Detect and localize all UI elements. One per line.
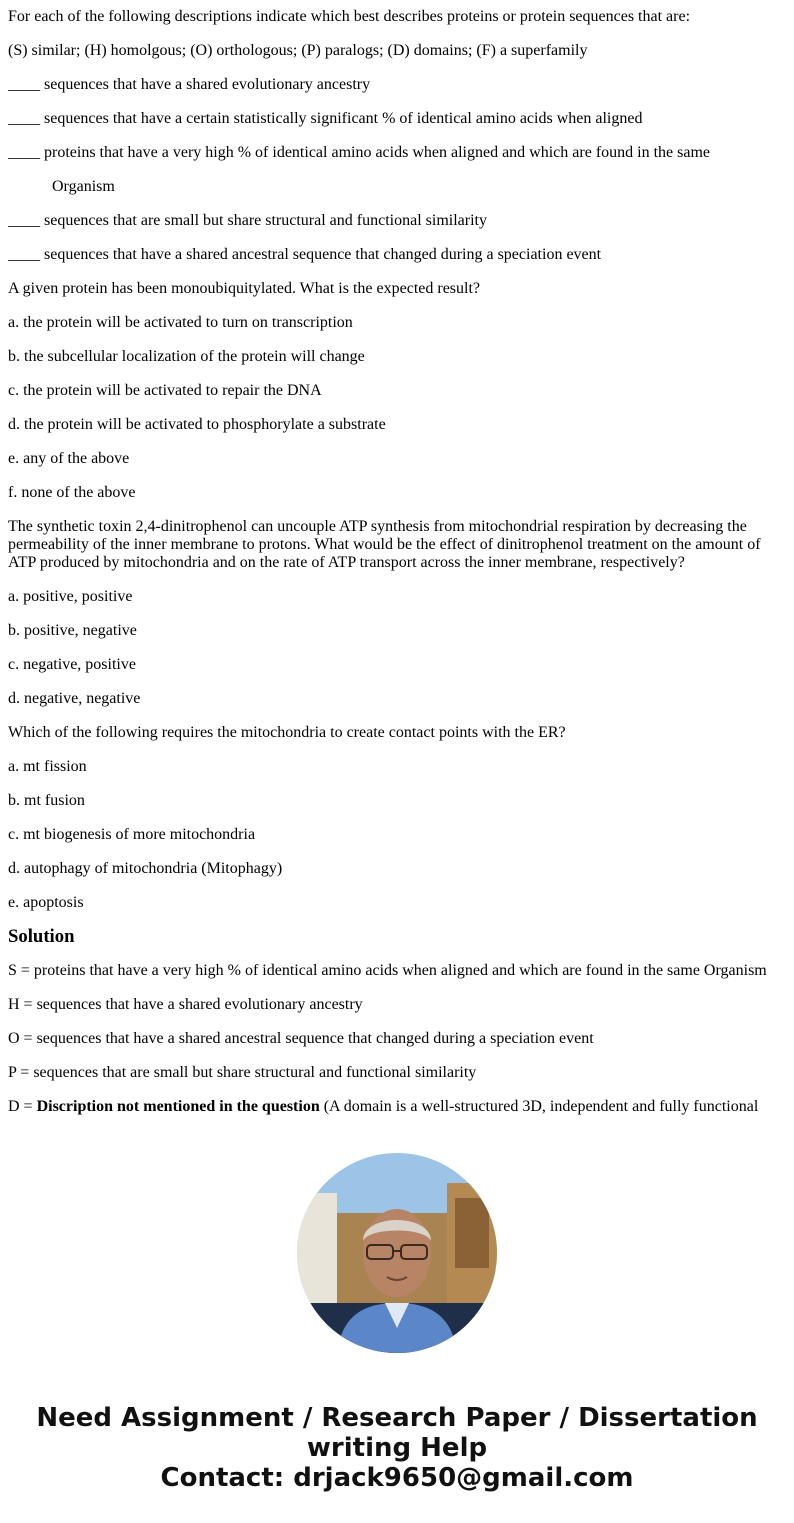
q1-item-1: ____ sequences that have a shared evolutionary ancestry <box>8 76 371 93</box>
q3-option-d: d. negative, negative <box>8 690 141 707</box>
promo-contact: Contact: drjack9650@gmail.com <box>160 1463 634 1493</box>
solution-heading: Solution <box>8 926 75 947</box>
q2-stem: A given protein has been monoubiquitylated. What is the expected result? <box>8 280 481 297</box>
promo-footer <box>0 1403 794 1493</box>
q2-option-f: f. none of the above <box>8 484 136 501</box>
q1-item-3-continued: Organism <box>52 178 115 195</box>
solution-d-bold: Discription not mentioned in the question <box>36 1098 320 1115</box>
solution-d-rest: (A domain is a well-structured 3D, independent and fully functional <box>319 1098 759 1115</box>
solution-line-p: P = sequences that are small but share structural and functional similarity <box>8 1064 477 1081</box>
q1-key: (S) similar; (H) homolgous; (O) orthologous; (P) paralogs; (D) domains; (F) a superfamily <box>8 42 588 59</box>
q4-option-d: d. autophagy of mitochondria (Mitophagy) <box>8 860 283 877</box>
q2-option-e: e. any of the above <box>8 450 130 467</box>
author-avatar <box>297 1153 497 1353</box>
q4-option-a: a. mt fission <box>8 758 87 775</box>
q3-option-c: c. negative, positive <box>8 656 136 673</box>
solution-line-d <box>8 1098 786 1116</box>
q4-option-c: c. mt biogenesis of more mitochondria <box>8 826 256 843</box>
q4-option-b: b. mt fusion <box>8 792 85 809</box>
q1-item-4: ____ sequences that are small but share structural and functional similarity <box>8 212 487 229</box>
q2-option-d: d. the protein will be activated to phosphorylate a substrate <box>8 416 386 433</box>
q2-option-a: a. the protein will be activated to turn on transcription <box>8 314 353 331</box>
q2-option-c: c. the protein will be activated to repair the DNA <box>8 382 322 399</box>
q4-option-e: e. apoptosis <box>8 894 84 911</box>
solution-line-h: H = sequences that have a shared evolutionary ancestry <box>8 996 363 1013</box>
q2-option-b: b. the subcellular localization of the protein will change <box>8 348 365 365</box>
q1-item-2: ____ sequences that have a certain statistically significant % of identical amino acids when aligned <box>8 110 643 127</box>
q3-stem: The synthetic toxin 2,4-dinitrophenol can uncouple ATP synthesis from mitochondrial respiration by decreasing the permeability of the inner membrane to protons. What would be the effect of dinitrophenol treatment on the amount of ATP produced by mitochondria and on the rate of ATP transport across the inner membrane, respectively? <box>8 518 761 571</box>
solution-line-o: O = sequences that have a shared ancestral sequence that changed during a speciation event <box>8 1030 594 1047</box>
solution-d-prefix: D = <box>8 1098 37 1115</box>
q3-option-b: b. positive, negative <box>8 622 137 639</box>
q4-stem: Which of the following requires the mitochondria to create contact points with the ER? <box>8 724 566 741</box>
promo-line-2: writing Help <box>306 1433 488 1463</box>
q1-intro: For each of the following descriptions indicate which best describes proteins or protein sequences that are: <box>8 8 691 25</box>
author-portrait-icon <box>297 1153 497 1353</box>
document-content <box>8 0 786 1122</box>
solution-line-s: S = proteins that have a very high % of identical amino acids when aligned and which are found in the same Organism <box>8 962 767 979</box>
promo-line-1: Need Assignment / Research Paper / Dissertation <box>36 1403 758 1433</box>
q1-item-5: ____ sequences that have a shared ancestral sequence that changed during a speciation event <box>8 246 602 263</box>
q3-option-a: a. positive, positive <box>8 588 133 605</box>
q1-item-3: ____ proteins that have a very high % of identical amino acids when aligned and which are found in the same <box>8 144 711 161</box>
